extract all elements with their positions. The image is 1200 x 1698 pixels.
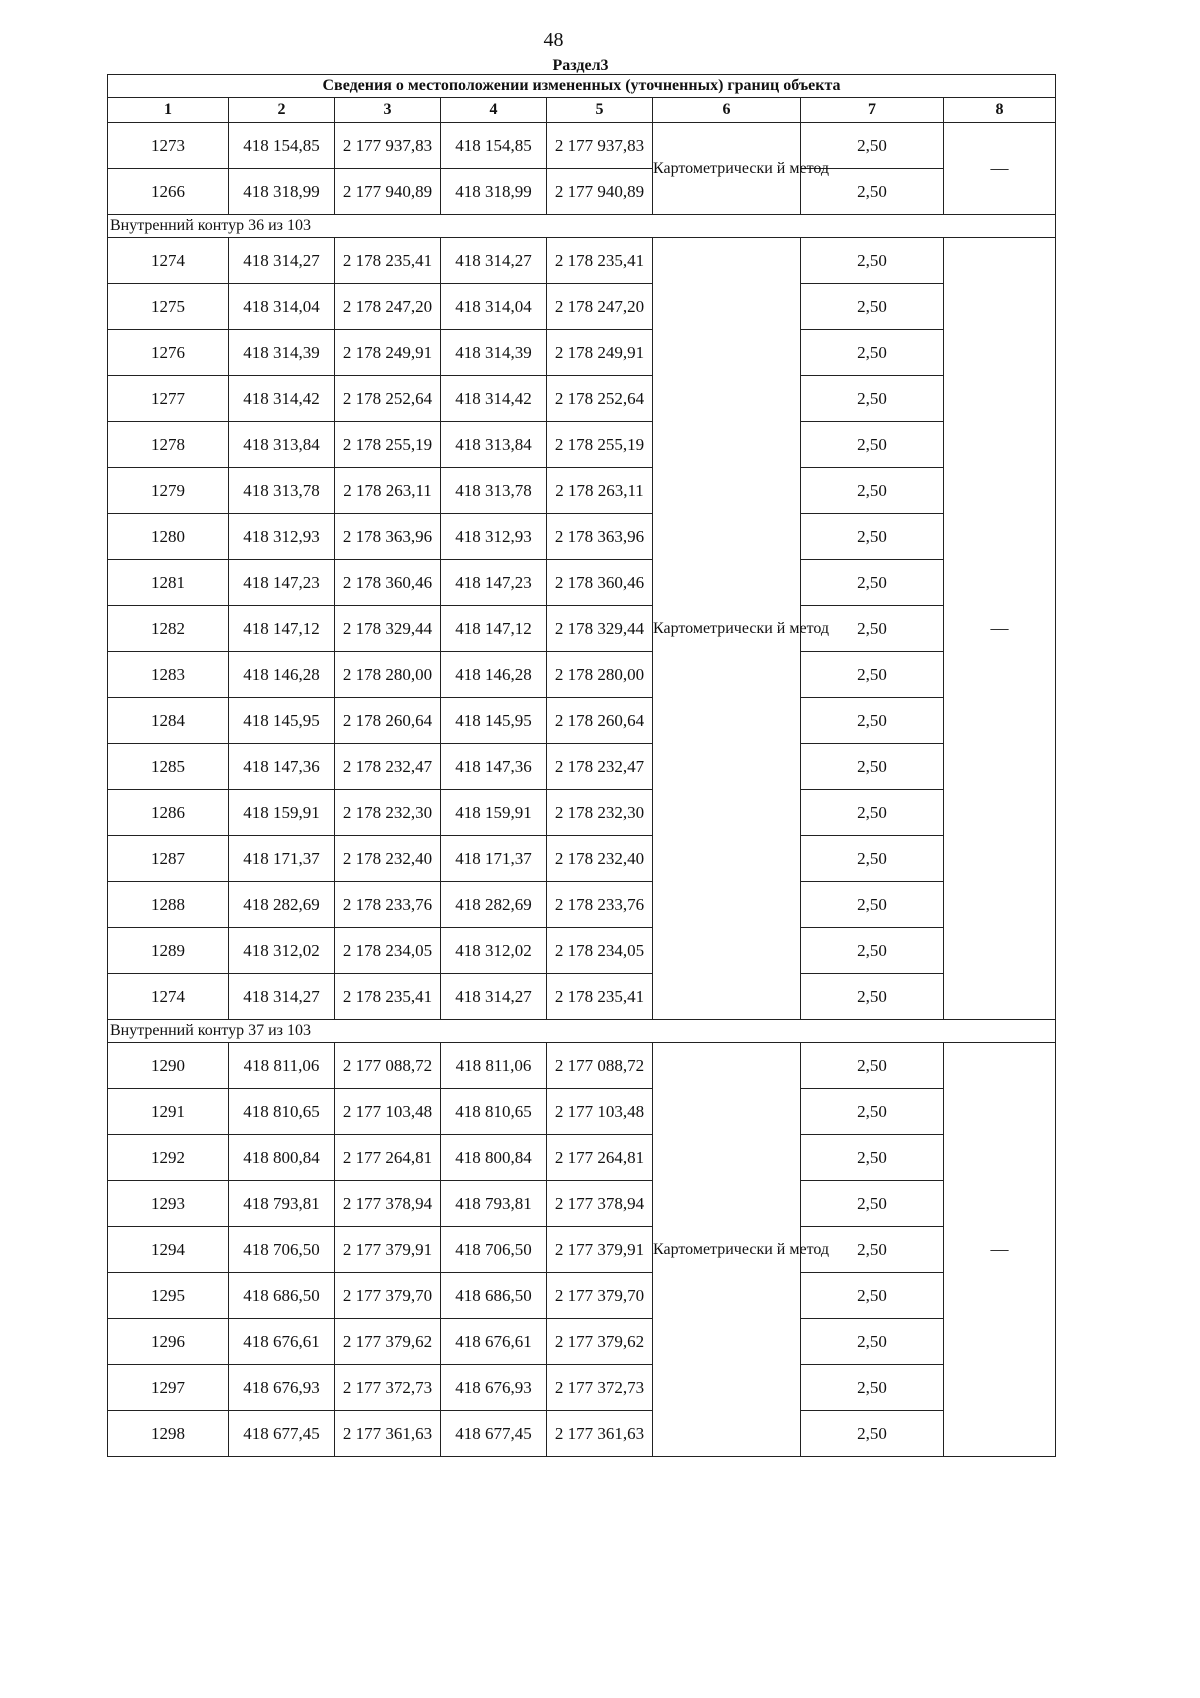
accuracy-cell: 2,50 [801,1365,944,1411]
table-row [108,376,1056,422]
y-coordinate-cell: 2 177 379,91 [335,1227,441,1273]
accuracy-cell: 2,50 [801,376,944,422]
x-coordinate-cell: 418 312,02 [229,928,335,974]
column-header-row [108,98,1056,123]
x-coordinate-cell: 418 313,84 [229,422,335,468]
column-header: 4 [441,98,547,123]
x-coordinate-cell: 418 147,23 [229,560,335,606]
x-coordinate-cell: 418 147,23 [441,560,547,606]
table-row [108,238,1056,284]
accuracy-cell: 2,50 [801,468,944,514]
table-row [108,1089,1056,1135]
point-number-cell: 1266 [108,169,229,215]
x-coordinate-cell: 418 677,45 [229,1411,335,1457]
page-number: 48 [543,29,564,51]
point-number-cell: 1292 [108,1135,229,1181]
table-row [108,928,1056,974]
x-coordinate-cell: 418 314,42 [441,376,547,422]
table-row [108,514,1056,560]
y-coordinate-cell: 2 178 232,47 [335,744,441,790]
description-cell: — [944,238,1056,1020]
table-row [108,468,1056,514]
point-number-cell: 1287 [108,836,229,882]
x-coordinate-cell: 418 282,69 [441,882,547,928]
contour-row [108,1020,1056,1043]
point-number-cell: 1278 [108,422,229,468]
table-row [108,1319,1056,1365]
accuracy-cell: 2,50 [801,1319,944,1365]
column-header: 6 [653,98,801,123]
accuracy-cell: 2,50 [801,928,944,974]
accuracy-cell: 2,50 [801,123,944,169]
table-row [108,882,1056,928]
y-coordinate-cell: 2 178 252,64 [335,376,441,422]
y-coordinate-cell: 2 178 235,41 [335,238,441,284]
table-body [108,75,1056,1457]
x-coordinate-cell: 418 314,04 [229,284,335,330]
table-row [108,698,1056,744]
y-coordinate-cell: 2 178 234,05 [335,928,441,974]
column-header: 8 [944,98,1056,123]
y-coordinate-cell: 2 177 088,72 [335,1043,441,1089]
x-coordinate-cell: 418 145,95 [229,698,335,744]
contour-row [108,215,1056,238]
y-coordinate-cell: 2 178 232,40 [547,836,653,882]
method-cell: Картометрически й метод [653,123,801,215]
accuracy-cell: 2,50 [801,284,944,330]
accuracy-cell: 2,50 [801,744,944,790]
x-coordinate-cell: 418 171,37 [229,836,335,882]
y-coordinate-cell: 2 177 940,89 [547,169,653,215]
contour-label: Внутренний контур 37 из 103 [108,1020,1056,1043]
y-coordinate-cell: 2 178 233,76 [335,882,441,928]
accuracy-cell: 2,50 [801,606,944,652]
table-row [108,123,1056,169]
y-coordinate-cell: 2 177 379,62 [335,1319,441,1365]
x-coordinate-cell: 418 312,02 [441,928,547,974]
table-row [108,836,1056,882]
x-coordinate-cell: 418 314,27 [229,238,335,284]
x-coordinate-cell: 418 811,06 [229,1043,335,1089]
accuracy-cell: 2,50 [801,1181,944,1227]
column-header: 5 [547,98,653,123]
x-coordinate-cell: 418 159,91 [441,790,547,836]
x-coordinate-cell: 418 282,69 [229,882,335,928]
table-row [108,1135,1056,1181]
x-coordinate-cell: 418 312,93 [229,514,335,560]
point-number-cell: 1294 [108,1227,229,1273]
x-coordinate-cell: 418 314,27 [229,974,335,1020]
table-caption-row [108,75,1056,98]
accuracy-cell: 2,50 [801,1411,944,1457]
accuracy-cell: 2,50 [801,560,944,606]
point-number-cell: 1277 [108,376,229,422]
table-row [108,606,1056,652]
y-coordinate-cell: 2 178 255,19 [547,422,653,468]
point-number-cell: 1282 [108,606,229,652]
y-coordinate-cell: 2 178 360,46 [547,560,653,606]
accuracy-cell: 2,50 [801,169,944,215]
y-coordinate-cell: 2 177 372,73 [335,1365,441,1411]
x-coordinate-cell: 418 147,12 [229,606,335,652]
y-coordinate-cell: 2 177 378,94 [335,1181,441,1227]
y-coordinate-cell: 2 178 260,64 [335,698,441,744]
x-coordinate-cell: 418 811,06 [441,1043,547,1089]
point-number-cell: 1285 [108,744,229,790]
y-coordinate-cell: 2 178 235,41 [547,974,653,1020]
y-coordinate-cell: 2 178 363,96 [547,514,653,560]
x-coordinate-cell: 418 313,78 [229,468,335,514]
y-coordinate-cell: 2 178 235,41 [547,238,653,284]
point-number-cell: 1286 [108,790,229,836]
x-coordinate-cell: 418 313,84 [441,422,547,468]
x-coordinate-cell: 418 793,81 [441,1181,547,1227]
accuracy-cell: 2,50 [801,698,944,744]
x-coordinate-cell: 418 706,50 [441,1227,547,1273]
y-coordinate-cell: 2 178 263,11 [547,468,653,514]
y-coordinate-cell: 2 177 103,48 [547,1089,653,1135]
y-coordinate-cell: 2 178 234,05 [547,928,653,974]
x-coordinate-cell: 418 147,36 [229,744,335,790]
x-coordinate-cell: 418 159,91 [229,790,335,836]
accuracy-cell: 2,50 [801,974,944,1020]
point-number-cell: 1273 [108,123,229,169]
x-coordinate-cell: 418 314,39 [229,330,335,376]
accuracy-cell: 2,50 [801,1043,944,1089]
y-coordinate-cell: 2 178 363,96 [335,514,441,560]
method-cell: Картометрически й метод [653,1043,801,1457]
point-number-cell: 1279 [108,468,229,514]
x-coordinate-cell: 418 314,27 [441,238,547,284]
y-coordinate-cell: 2 177 372,73 [547,1365,653,1411]
x-coordinate-cell: 418 314,42 [229,376,335,422]
x-coordinate-cell: 418 318,99 [441,169,547,215]
y-coordinate-cell: 2 178 247,20 [335,284,441,330]
y-coordinate-cell: 2 178 232,47 [547,744,653,790]
point-number-cell: 1298 [108,1411,229,1457]
x-coordinate-cell: 418 314,39 [441,330,547,376]
table-row [108,422,1056,468]
x-coordinate-cell: 418 147,12 [441,606,547,652]
x-coordinate-cell: 418 793,81 [229,1181,335,1227]
accuracy-cell: 2,50 [801,790,944,836]
point-number-cell: 1296 [108,1319,229,1365]
x-coordinate-cell: 418 146,28 [441,652,547,698]
accuracy-cell: 2,50 [801,238,944,284]
column-header: 2 [229,98,335,123]
y-coordinate-cell: 2 178 232,30 [335,790,441,836]
point-number-cell: 1284 [108,698,229,744]
table-row [108,330,1056,376]
x-coordinate-cell: 418 676,61 [229,1319,335,1365]
point-number-cell: 1288 [108,882,229,928]
y-coordinate-cell: 2 178 249,91 [547,330,653,376]
y-coordinate-cell: 2 177 378,94 [547,1181,653,1227]
coordinates-table [107,74,1056,1457]
y-coordinate-cell: 2 178 280,00 [547,652,653,698]
y-coordinate-cell: 2 177 379,62 [547,1319,653,1365]
y-coordinate-cell: 2 178 232,40 [335,836,441,882]
y-coordinate-cell: 2 177 264,81 [547,1135,653,1181]
y-coordinate-cell: 2 177 264,81 [335,1135,441,1181]
x-coordinate-cell: 418 810,65 [441,1089,547,1135]
column-header: 7 [801,98,944,123]
accuracy-cell: 2,50 [801,1135,944,1181]
x-coordinate-cell: 418 706,50 [229,1227,335,1273]
x-coordinate-cell: 418 145,95 [441,698,547,744]
point-number-cell: 1274 [108,974,229,1020]
x-coordinate-cell: 418 800,84 [229,1135,335,1181]
y-coordinate-cell: 2 178 329,44 [547,606,653,652]
point-number-cell: 1289 [108,928,229,974]
y-coordinate-cell: 2 177 088,72 [547,1043,653,1089]
y-coordinate-cell: 2 178 235,41 [335,974,441,1020]
description-cell: — [944,123,1056,215]
accuracy-cell: 2,50 [801,1089,944,1135]
x-coordinate-cell: 418 171,37 [441,836,547,882]
column-header: 1 [108,98,229,123]
x-coordinate-cell: 418 314,04 [441,284,547,330]
y-coordinate-cell: 2 178 232,30 [547,790,653,836]
x-coordinate-cell: 418 686,50 [441,1273,547,1319]
point-number-cell: 1291 [108,1089,229,1135]
point-number-cell: 1274 [108,238,229,284]
y-coordinate-cell: 2 178 280,00 [335,652,441,698]
y-coordinate-cell: 2 178 252,64 [547,376,653,422]
y-coordinate-cell: 2 178 329,44 [335,606,441,652]
x-coordinate-cell: 418 676,93 [441,1365,547,1411]
accuracy-cell: 2,50 [801,422,944,468]
x-coordinate-cell: 418 154,85 [229,123,335,169]
section-title: Раздел3 [552,57,609,74]
x-coordinate-cell: 418 147,36 [441,744,547,790]
point-number-cell: 1295 [108,1273,229,1319]
y-coordinate-cell: 2 177 379,70 [547,1273,653,1319]
column-header: 3 [335,98,441,123]
point-number-cell: 1280 [108,514,229,560]
point-number-cell: 1275 [108,284,229,330]
method-cell: Картометрически й метод [653,238,801,1020]
y-coordinate-cell: 2 177 103,48 [335,1089,441,1135]
table-row [108,284,1056,330]
table-title: Сведения о местоположении измененных (уточненных) границ объекта [108,75,1056,98]
y-coordinate-cell: 2 177 379,70 [335,1273,441,1319]
y-coordinate-cell: 2 177 940,89 [335,169,441,215]
table-row [108,560,1056,606]
x-coordinate-cell: 418 313,78 [441,468,547,514]
x-coordinate-cell: 418 686,50 [229,1273,335,1319]
point-number-cell: 1276 [108,330,229,376]
point-number-cell: 1293 [108,1181,229,1227]
point-number-cell: 1281 [108,560,229,606]
y-coordinate-cell: 2 178 255,19 [335,422,441,468]
x-coordinate-cell: 418 677,45 [441,1411,547,1457]
x-coordinate-cell: 418 676,93 [229,1365,335,1411]
y-coordinate-cell: 2 178 247,20 [547,284,653,330]
accuracy-cell: 2,50 [801,882,944,928]
table-row [108,1411,1056,1457]
y-coordinate-cell: 2 178 360,46 [335,560,441,606]
table-row [108,1181,1056,1227]
point-number-cell: 1297 [108,1365,229,1411]
table-row [108,1365,1056,1411]
y-coordinate-cell: 2 178 260,64 [547,698,653,744]
y-coordinate-cell: 2 177 937,83 [547,123,653,169]
accuracy-cell: 2,50 [801,1227,944,1273]
contour-label: Внутренний контур 36 из 103 [108,215,1056,238]
accuracy-cell: 2,50 [801,836,944,882]
point-number-cell: 1283 [108,652,229,698]
table-row [108,790,1056,836]
y-coordinate-cell: 2 178 263,11 [335,468,441,514]
accuracy-cell: 2,50 [801,514,944,560]
y-coordinate-cell: 2 178 249,91 [335,330,441,376]
table-row [108,652,1056,698]
x-coordinate-cell: 418 676,61 [441,1319,547,1365]
x-coordinate-cell: 418 800,84 [441,1135,547,1181]
x-coordinate-cell: 418 154,85 [441,123,547,169]
y-coordinate-cell: 2 177 361,63 [547,1411,653,1457]
accuracy-cell: 2,50 [801,330,944,376]
point-number-cell: 1290 [108,1043,229,1089]
table-row [108,1043,1056,1089]
accuracy-cell: 2,50 [801,1273,944,1319]
x-coordinate-cell: 418 318,99 [229,169,335,215]
table-row [108,744,1056,790]
x-coordinate-cell: 418 312,93 [441,514,547,560]
x-coordinate-cell: 418 314,27 [441,974,547,1020]
table-row [108,1273,1056,1319]
accuracy-cell: 2,50 [801,652,944,698]
table-row [108,169,1056,215]
y-coordinate-cell: 2 177 379,91 [547,1227,653,1273]
x-coordinate-cell: 418 810,65 [229,1089,335,1135]
y-coordinate-cell: 2 177 937,83 [335,123,441,169]
y-coordinate-cell: 2 178 233,76 [547,882,653,928]
y-coordinate-cell: 2 177 361,63 [335,1411,441,1457]
x-coordinate-cell: 418 146,28 [229,652,335,698]
table-row [108,1227,1056,1273]
description-cell: — [944,1043,1056,1457]
table-row [108,974,1056,1020]
